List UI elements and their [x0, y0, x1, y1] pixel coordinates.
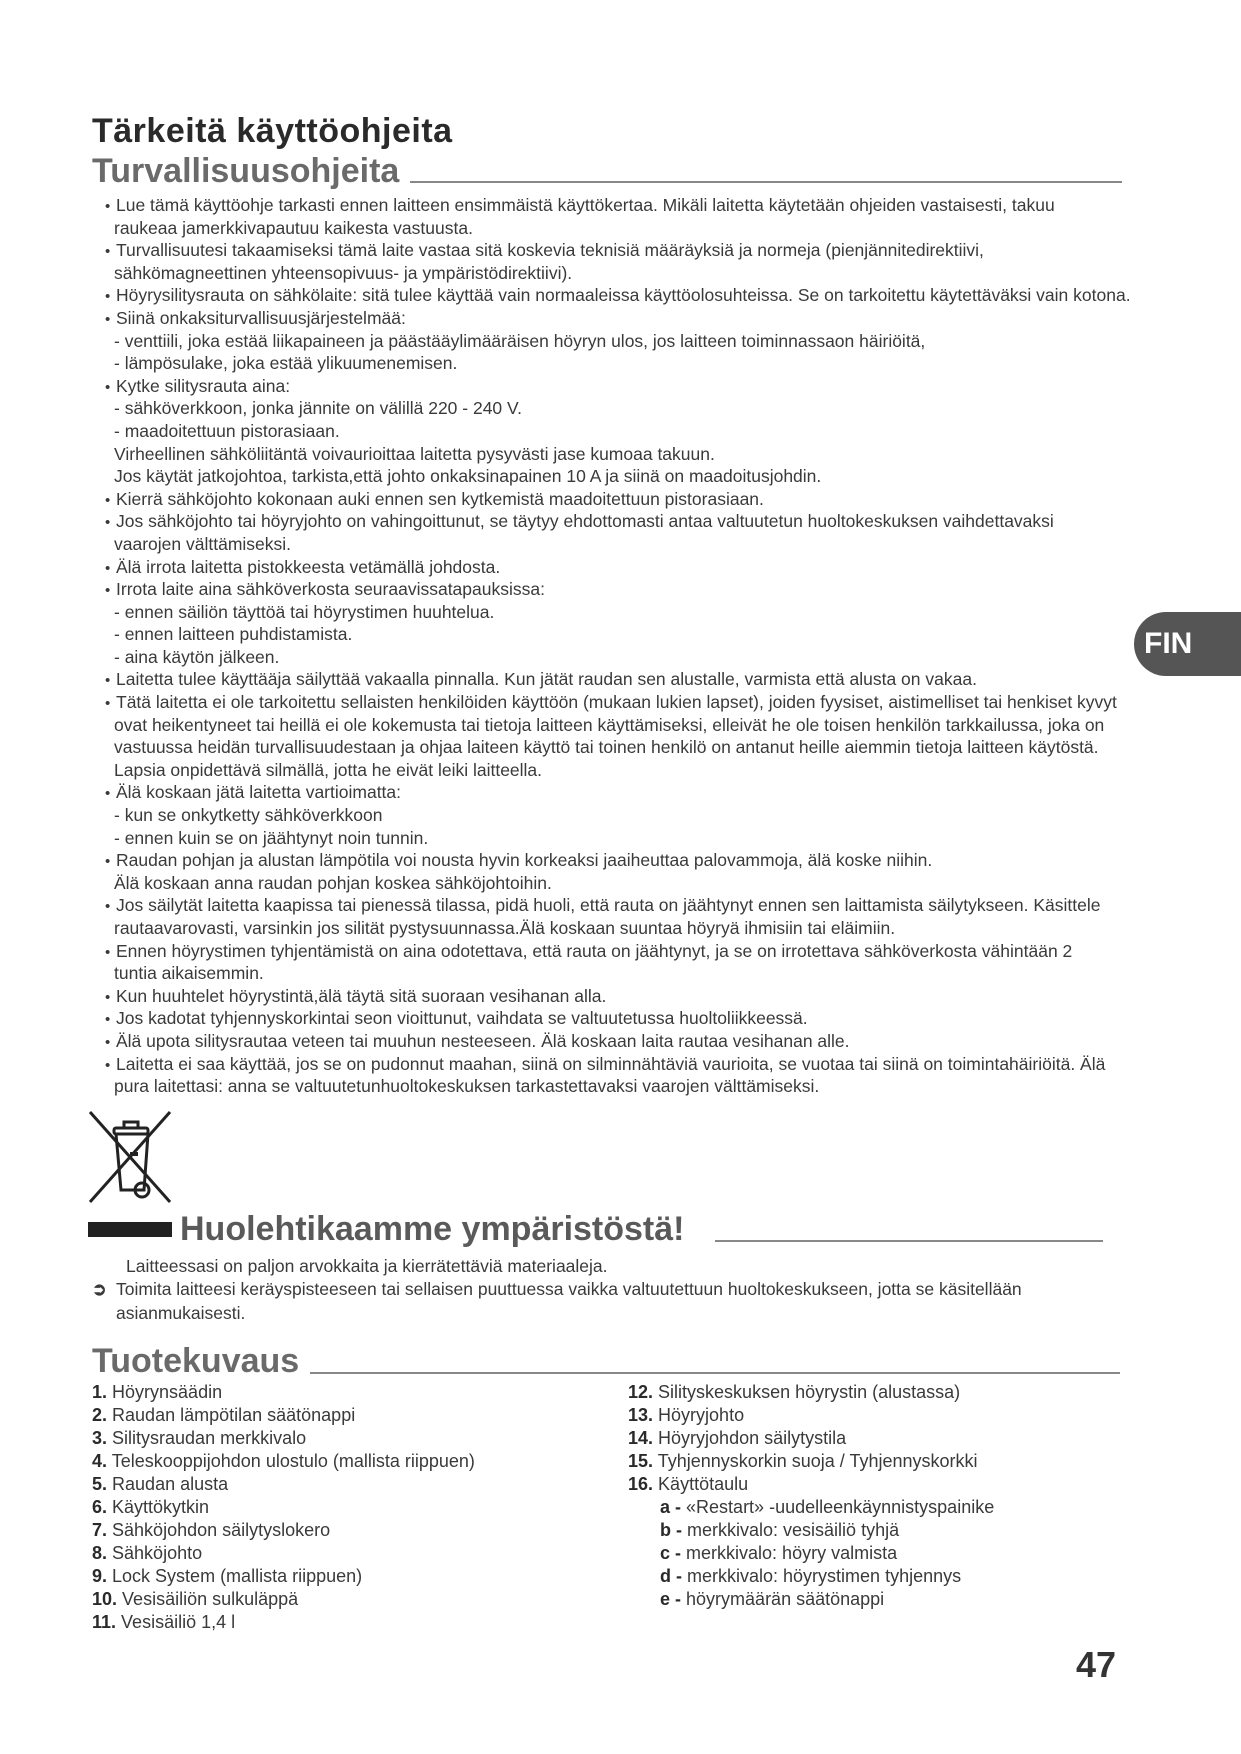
line-text: Tätä laitetta ei ole tarkoitettu sellaisten henkilöiden käyttöön (mukaan lukien lapset), joiden fyysiset, aistimelliset tai henkiset kyvyt — [116, 692, 1117, 713]
bullet-item-continuation — [105, 601, 1185, 624]
part-letter: c - — [660, 1543, 682, 1563]
product-heading: Tuotekuvaus — [92, 1342, 300, 1380]
line-text: - aina käytön jälkeen. — [114, 646, 280, 667]
part-label: Höyryjohto — [658, 1405, 745, 1425]
part-number: 5. — [92, 1474, 108, 1494]
line-text: ovat heikentyneet tai heillä ei ole kokemusta tai tietoja laitteen käyttämiseksi, elleivät he ole toisen henkilön tarkkailussa, joka on — [114, 714, 1105, 735]
language-tab: FIN — [1134, 612, 1241, 676]
bullet-item-continuation — [105, 623, 1185, 646]
section-marker-bar — [88, 1222, 172, 1237]
bullet-item — [105, 239, 1185, 262]
line-text: Laitetta ei saa käyttää, jos se on pudonnut maahan, siinä on silminnähtäviä vaurioita, se vuotaa tai siinä on toimintahäiriöitä. Älä — [116, 1053, 1106, 1074]
part-number: 16. — [628, 1474, 654, 1494]
bullet-item — [105, 668, 1185, 691]
line-text: Kytke silitysrauta aina: — [116, 375, 291, 396]
bullet-item-continuation — [105, 804, 1185, 827]
line-text: Älä irrota laitetta pistokkeesta vetämällä johdosta. — [116, 556, 501, 577]
line-text: raukeaa jamerkkivapautuu kaikesta vastuusta. — [114, 217, 473, 238]
line-text: Jos kadotat tyhjennyskorkintai seon vioittunut, vaihdata se valtuutetussa huoltoliikkeessä. — [116, 1008, 808, 1029]
heading-rule — [410, 181, 1122, 183]
bullet-item-continuation — [105, 962, 1185, 985]
line-text: sähkömagneettinen yhteensopivuus- ja ympäristödirektiivi). — [114, 262, 573, 283]
line-text: Laitetta tulee käyttääja säilyttää vakaalla pinnalla. Kun jätät raudan sen alustalle, varmista että alusta on vakaa. — [116, 669, 977, 690]
bullet-item-continuation — [105, 917, 1185, 940]
part-number: 1. — [92, 1382, 108, 1402]
bullet-item-continuation — [105, 1075, 1185, 1098]
product-parts-right — [628, 1381, 994, 1611]
line-text: - venttiili, joka estää liikapaineen ja päästääylimääräisen höyryn ulos, jos laitteen toiminnassaon häiriöitä, — [114, 330, 926, 351]
product-parts-left — [92, 1381, 475, 1634]
part-label: Lock System (mallista riippuen) — [112, 1566, 363, 1586]
bullet-item-continuation — [105, 646, 1185, 669]
line-text: vastuussa heidän turvallisuudestaan ja ohjaa laiteen käyttö tai toinen henkilö on antanut heille aiemmin tietoja laitteen käytöstä. — [114, 737, 1099, 758]
bullet-icon: • — [105, 559, 111, 577]
page-number: 47 — [1076, 1644, 1117, 1685]
part-label: höyrymäärän säätönappi — [686, 1589, 885, 1609]
bullet-item — [105, 1007, 1185, 1030]
environment-instruction-cont: asianmukaisesti. — [116, 1303, 246, 1323]
bullet-item — [105, 1053, 1185, 1076]
bullet-icon: • — [105, 898, 111, 916]
part-item — [628, 1427, 994, 1450]
line-text: - ennen kuin se on jäähtynyt noin tunnin. — [114, 827, 429, 848]
line-text: - lämpösulake, joka estää ylikuumenemisen. — [114, 353, 458, 374]
bullet-icon: • — [105, 1033, 111, 1051]
bullet-icon: • — [105, 582, 111, 600]
line-text: rautaavarovasti, varsinkin jos silität pystysuunnassa.Älä koskaan suuntaa höyryä ihmisiin tai eläimiin. — [114, 918, 896, 938]
part-number: 8. — [92, 1543, 108, 1563]
part-item — [92, 1588, 475, 1611]
environment-intro: Laitteessasi on paljon arvokkaita ja kierrätettäviä materiaaleja. — [126, 1256, 608, 1276]
part-label: Vesisäiliö 1,4 l — [121, 1612, 236, 1632]
part-label: Vesisäiliön sulkuläppä — [122, 1589, 299, 1609]
part-number: 14. — [628, 1428, 654, 1448]
bullet-icon: • — [105, 853, 111, 871]
bullet-item-continuation — [105, 736, 1185, 759]
bullet-item — [105, 510, 1185, 533]
line-text: Kun huuhtelet höyrystintä,älä täytä sitä suoraan vesihanan alla. — [116, 985, 607, 1006]
heading-rule — [310, 1372, 1120, 1374]
line-text: tuntia aikaisemmin. — [114, 963, 264, 984]
part-label: merkkivalo: höyry valmista — [686, 1543, 898, 1563]
part-subitem — [628, 1519, 994, 1542]
part-item — [92, 1381, 475, 1404]
part-label: Silityskeskuksen höyrystin (alustassa) — [658, 1382, 961, 1402]
page-title: Tärkeitä käyttöohjeita — [92, 112, 453, 150]
bullet-icon: • — [105, 943, 111, 961]
part-item — [92, 1519, 475, 1542]
part-number: 12. — [628, 1382, 654, 1402]
part-label: Sähköjohdon säilytyslokero — [112, 1520, 331, 1540]
bullet-item — [105, 488, 1185, 511]
bullet-icon: • — [105, 514, 111, 532]
part-item — [92, 1496, 475, 1519]
line-text: Siinä onkaksiturvallisuusjärjestelmää: — [116, 307, 406, 328]
line-text: - maadoitettuun pistorasiaan. — [114, 420, 340, 441]
bullet-item — [105, 985, 1185, 1008]
part-item — [92, 1473, 475, 1496]
bullet-item-continuation — [105, 443, 1185, 466]
bullet-icon: • — [105, 310, 111, 328]
part-label: merkkivalo: höyrystimen tyhjennys — [687, 1566, 962, 1586]
part-label: Käyttötaulu — [658, 1474, 749, 1494]
line-text: Lapsia onpidettävä silmällä, jotta he eivät leiki laitteella. — [114, 759, 543, 780]
part-subitem — [628, 1565, 994, 1588]
bullet-icon: • — [105, 1056, 111, 1074]
bullet-item-continuation — [105, 827, 1185, 850]
bullet-item — [105, 556, 1185, 579]
bullet-item-continuation — [105, 872, 1185, 895]
bullet-icon: • — [105, 785, 111, 803]
line-text: - kun se onkytketty sähköverkkoon — [114, 805, 383, 826]
part-label: Tyhjennyskorkin suoja / Tyhjennyskorkki — [657, 1451, 978, 1471]
bullet-item-continuation — [105, 352, 1185, 375]
bullet-icon: • — [105, 378, 111, 396]
part-number: 7. — [92, 1520, 108, 1540]
weee-bin-icon — [86, 1110, 176, 1206]
part-label: Käyttökytkin — [112, 1497, 210, 1517]
part-label: Höyrynsäädin — [112, 1382, 223, 1402]
bullet-item — [105, 781, 1185, 804]
part-label: Teleskooppijohdon ulostulo (mallista riippuen) — [111, 1451, 475, 1471]
line-text: Jos säilytät laitetta kaapissa tai pienessä tilassa, pidä huoli, että rauta on jäähtynyt ennen sen laittamista säilytykseen. Käsittele — [116, 895, 1101, 916]
part-letter: e - — [660, 1589, 682, 1609]
part-number: 13. — [628, 1405, 654, 1425]
bullet-item — [105, 307, 1185, 330]
bullet-item — [105, 940, 1185, 963]
bullet-icon: • — [105, 288, 111, 306]
part-item — [628, 1473, 994, 1496]
bullet-item — [105, 578, 1185, 601]
part-number: 11. — [92, 1612, 117, 1632]
line-text: - ennen säiliön täyttöä tai höyrystimen huuhtelua. — [114, 601, 495, 622]
part-label: Raudan lämpötilan säätönappi — [112, 1405, 356, 1425]
bullet-item — [105, 1030, 1185, 1053]
line-text: Höyrysilitysrauta on sähkölaite: sitä tulee käyttää vain normaaleissa käyttöolosuhteissa. Se on tarkoitettu käytettäväksi vain kotona. — [116, 285, 1131, 306]
curved-arrow-icon: ➲ — [92, 1279, 107, 1299]
part-item — [92, 1427, 475, 1450]
part-item — [92, 1611, 475, 1634]
part-number: 6. — [92, 1497, 108, 1517]
bullet-item — [105, 375, 1185, 398]
part-item — [92, 1404, 475, 1427]
line-text: Turvallisuutesi takaamiseksi tämä laite vastaa sitä koskevia teknisiä määräyksiä ja normeja (pienjännitedirektiivi, — [116, 240, 984, 261]
bullet-item — [105, 849, 1185, 872]
part-letter: b - — [660, 1520, 682, 1540]
environment-instruction: Toimita laitteesi keräyspisteeseen tai sellaisen puuttuessa vaikka valtuutettuun huoltokeskukseen, jotta se käsitellään — [116, 1279, 1022, 1299]
bullet-item — [105, 284, 1185, 307]
line-text: - sähköverkkoon, jonka jännite on välillä 220 - 240 V. — [114, 398, 522, 419]
line-text: Älä koskaan jätä laitetta vartioimatta: — [116, 782, 402, 803]
bullet-item-continuation — [105, 217, 1185, 240]
bullet-item-continuation — [105, 397, 1185, 420]
bullet-item — [105, 194, 1185, 217]
part-label: Silitysraudan merkkivalo — [112, 1428, 307, 1448]
bullet-item — [105, 894, 1185, 917]
safety-instructions — [105, 194, 1185, 1098]
bullet-item-continuation — [105, 330, 1185, 353]
bullet-icon: • — [105, 198, 111, 215]
line-text: Irrota laite aina sähköverkosta seuraavissatapauksissa: — [116, 579, 545, 600]
part-label: merkkivalo: vesisäiliö tyhjä — [687, 1520, 900, 1540]
part-number: 9. — [92, 1566, 108, 1586]
part-letter: d - — [660, 1566, 682, 1586]
bullet-item-continuation — [105, 714, 1185, 737]
line-text: Lue tämä käyttöohje tarkasti ennen laitteen ensimmäistä käyttökertaa. Mikäli laitetta käytetään ohjeiden vastaisesti, takuu — [116, 195, 1055, 215]
line-text: pura laitettasi: anna se valtuutetunhuoltokeskuksen tarkastettavaksi vaarojen välttämiseksi. — [114, 1076, 820, 1097]
part-subitem — [628, 1588, 994, 1611]
safety-heading: Turvallisuusohjeita — [92, 152, 400, 190]
environment-heading: Huolehtikaamme ympäristöstä! — [180, 1210, 685, 1248]
bullet-icon: • — [105, 695, 111, 713]
line-text: Jos käytät jatkojohtoa, tarkista,että johto onkaksinapainen 10 A ja siinä on maadoitusjohdin. — [114, 466, 822, 487]
line-text: Raudan pohjan ja alustan lämpötila voi nousta hyvin korkeaksi jaaiheuttaa palovammoja, älä koske niihin. — [116, 850, 933, 871]
bullet-item-continuation — [105, 759, 1185, 782]
part-item — [92, 1450, 475, 1473]
bullet-icon: • — [105, 988, 111, 1006]
part-number: 2. — [92, 1405, 108, 1425]
bullet-item-continuation — [105, 533, 1185, 556]
line-text: Älä koskaan anna raudan pohjan koskea sähköjohtoihin. — [114, 872, 552, 893]
part-label: Raudan alusta — [112, 1474, 229, 1494]
part-item — [628, 1404, 994, 1427]
line-text: vaarojen välttämiseksi. — [114, 533, 292, 554]
part-item — [92, 1542, 475, 1565]
part-number: 3. — [92, 1428, 108, 1448]
bullet-item-continuation — [105, 262, 1185, 285]
line-text: Kierrä sähköjohto kokonaan auki ennen sen kytkemistä maadoitettuun pistorasiaan. — [116, 488, 764, 509]
part-label: «Restart» -uudelleenkäynnistyspainike — [686, 1497, 995, 1517]
bullet-item-continuation — [105, 465, 1185, 488]
part-subitem — [628, 1496, 994, 1519]
part-number: 4. — [92, 1451, 108, 1471]
part-subitem — [628, 1542, 994, 1565]
part-number: 15. — [628, 1451, 654, 1471]
part-item — [628, 1450, 994, 1473]
part-item — [92, 1565, 475, 1588]
bullet-icon: • — [105, 243, 111, 261]
line-text: - ennen laitteen puhdistamista. — [114, 624, 353, 645]
part-letter: a - — [660, 1497, 682, 1517]
line-text: Ennen höyrystimen tyhjentämistä on aina odotettava, että rauta on jäähtynyt, ja se on irrotettava sähköverkosta vähintään 2 — [116, 940, 1073, 961]
line-text: Jos sähköjohto tai höyryjohto on vahingoittunut, se täytyy ehdottomasti antaa valtuutetun huoltokeskuksen vaihdettavaksi — [116, 511, 1054, 532]
bullet-icon: • — [105, 672, 111, 690]
bullet-item — [105, 691, 1185, 714]
part-label: Höyryjohdon säilytystila — [658, 1428, 847, 1448]
bullet-icon: • — [105, 1011, 111, 1029]
line-text: Virheellinen sähköliitäntä voivaurioittaa laitetta pysyvästi jase kumoaa takuun. — [114, 443, 715, 464]
bullet-item-continuation — [105, 420, 1185, 443]
part-item — [628, 1381, 994, 1404]
part-label: Sähköjohto — [112, 1543, 203, 1563]
bullet-icon: • — [105, 491, 111, 509]
heading-rule — [715, 1240, 1103, 1242]
line-text: Älä upota silitysrautaa veteen tai muuhun nesteeseen. Älä koskaan laita rautaa vesihanan alle. — [116, 1030, 850, 1051]
part-number: 10. — [92, 1589, 118, 1609]
